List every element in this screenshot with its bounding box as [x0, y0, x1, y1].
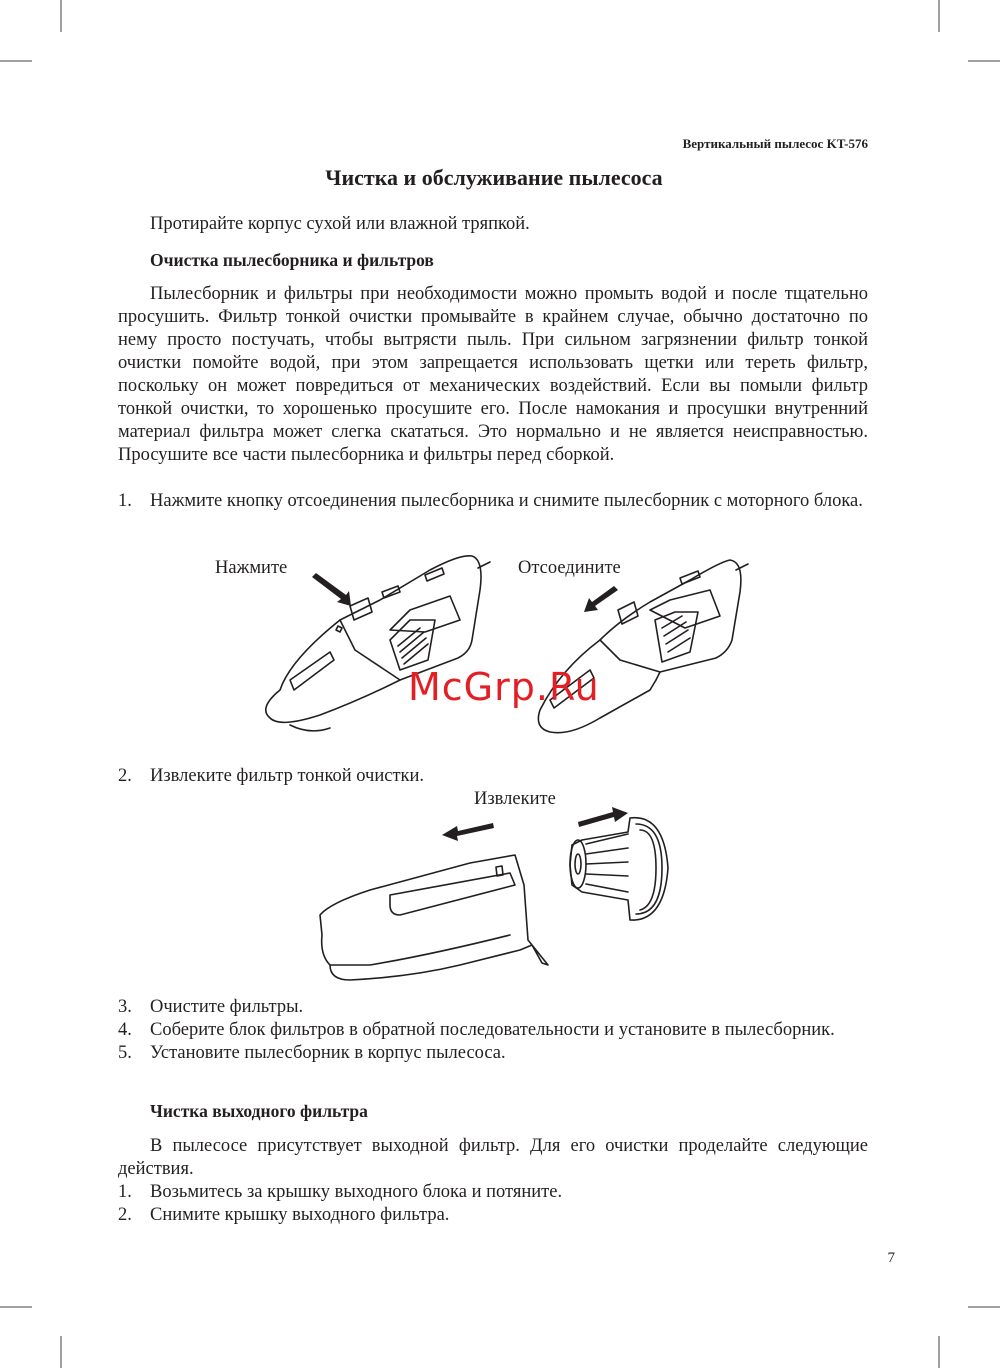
- crop-mark: [938, 0, 940, 32]
- fine-filter-illustration: [560, 800, 690, 930]
- list-text: Установите пылесборник в корпус пылесоса.: [150, 1043, 506, 1063]
- crop-mark: [0, 1306, 32, 1308]
- vacuum-illustration-press: [250, 540, 510, 760]
- list-number: 1.: [118, 1182, 132, 1202]
- press-arrow-icon: [312, 573, 351, 606]
- steps-list-1: [118, 490, 868, 513]
- list-item: [118, 490, 868, 513]
- list-number: 5.: [118, 1043, 132, 1063]
- list-item: [118, 765, 868, 788]
- list-item: [118, 1204, 868, 1227]
- crop-mark: [60, 1336, 62, 1368]
- section-heading-exhaust-filter: Чистка выходного фильтра: [150, 1101, 368, 1121]
- crop-mark: [0, 60, 32, 62]
- section-paragraph-exhaust-filter: В пылесосе присутствует выходной фильтр. Для его очистки проделайте следующие действия.: [118, 1136, 868, 1179]
- right-arrow-icon: [578, 807, 628, 827]
- steps-list-2: [118, 765, 868, 788]
- dust-container-illustration: [310, 815, 560, 985]
- list-text: Извлеките фильтр тонкой очистки.: [150, 766, 425, 786]
- section-heading-dust-filters: Очистка пылесборника и фильтров: [150, 250, 434, 270]
- detach-arrow-icon: [584, 586, 618, 612]
- list-number: 4.: [118, 1020, 132, 1040]
- list-item: [118, 1019, 868, 1042]
- list-number: 1.: [118, 491, 132, 511]
- running-header: Вертикальный пылесос KT-576: [682, 136, 868, 151]
- steps-list-3: [118, 996, 868, 1065]
- list-text: Соберите блок фильтров в обратной последовательности и установите в пылесборник.: [150, 1020, 835, 1040]
- figure-label-press: Нажмите: [215, 558, 288, 578]
- section-paragraph-dust-filters: Пылесборник и фильтры при необходимости можно промыть водой и после тщательно просушить. Фильтр тонкой очистки промывайте в крайнем случае, обычно достаточно по нему просто постучать, чтобы вытрясти пыль. При сильном загрязнении фильтр тонкой очистки помойте водой, при этом запрещается использовать щетки или тереть фильтр, поскольку он может повредиться от механических воздействий. Если вы помыли фильтр тонкой очистки, то хорошенько просушите его. После намокания и просушки внутренний материал фильтра может слегка скататься. Это нормально и не является неисправностью. Просушите все части пылесборника и фильтры перед сборкой.: [118, 284, 868, 465]
- list-number: 2.: [118, 766, 132, 786]
- list-number: 2.: [118, 1205, 132, 1225]
- list-text: Возьмитесь за крышку выходного блока и потяните.: [150, 1182, 563, 1202]
- page-number: 7: [887, 1250, 895, 1266]
- crop-mark: [938, 1336, 940, 1368]
- crop-mark: [968, 1306, 1000, 1308]
- watermark: McGrp.Ru: [408, 665, 600, 709]
- list-item: [118, 996, 868, 1019]
- list-text: Нажмите кнопку отсоединения пылесборника и снимите пылесборник с моторного блока.: [150, 491, 863, 511]
- crop-mark: [60, 0, 62, 32]
- intro-paragraph: Протирайте корпус сухой или влажной тряпкой.: [150, 214, 530, 234]
- figure-label-remove: Извлеките: [474, 789, 556, 809]
- list-item: [118, 1181, 868, 1204]
- left-arrow-icon: [442, 823, 494, 841]
- page-title: Чистка и обслуживание пылесоса: [325, 165, 663, 190]
- list-text: Очистите фильтры.: [150, 997, 304, 1017]
- list-number: 3.: [118, 997, 132, 1017]
- figure-label-detach: Отсоедините: [518, 558, 621, 578]
- list-text: Снимите крышку выходного фильтра.: [150, 1205, 450, 1225]
- vacuum-illustration-detach: [530, 540, 790, 760]
- list-item: [118, 1042, 868, 1065]
- steps-list-4: [118, 1181, 868, 1227]
- crop-mark: [968, 60, 1000, 62]
